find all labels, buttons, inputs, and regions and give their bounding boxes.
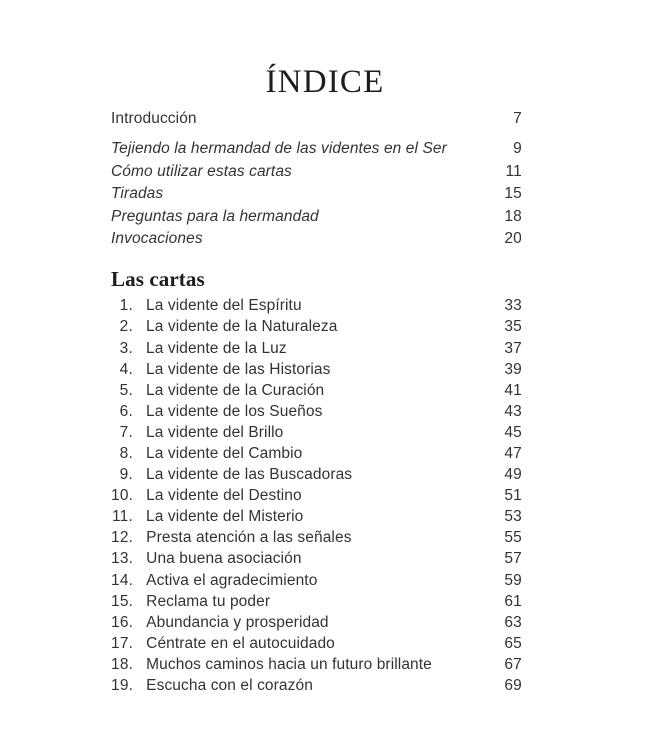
toc-card-entry-3[interactable] [111, 338, 522, 359]
toc-entry-label: Preguntas para la hermandad [111, 207, 319, 225]
toc-card-entry-7[interactable] [111, 422, 522, 443]
card-entry-number: 16. [111, 613, 134, 631]
card-entry-label: La vidente del Cambio [146, 445, 303, 462]
card-entry-page: 49 [504, 466, 522, 484]
card-entry-number: 14. [111, 571, 134, 589]
card-entry-label: La vidente de la Curación [146, 381, 325, 399]
toc-entry-page: 9 [513, 140, 522, 158]
card-entry-number: 10. [111, 487, 134, 505]
card-entry-label: La vidente de los Sueños [146, 402, 323, 420]
card-entry-page: 51 [504, 487, 522, 505]
card-entry-label: La vidente de la Luz [146, 339, 287, 357]
toc-entry-page: 15 [504, 185, 522, 203]
toc-card-entry-12[interactable] [111, 527, 522, 548]
card-entry-page: 65 [504, 634, 522, 652]
toc-card-entry-2[interactable] [111, 316, 522, 337]
toc-card-entry-19[interactable] [111, 675, 522, 696]
card-entry-number: 1. [119, 297, 133, 315]
card-entry-label: Reclama tu poder [146, 592, 271, 610]
card-entry-page: 53 [504, 508, 522, 526]
card-entry-page: 33 [504, 297, 522, 315]
toc-card-entry-18[interactable] [111, 654, 522, 675]
card-entry-label: Escucha con el corazón [146, 677, 313, 695]
toc-entry-introduccion[interactable] [111, 108, 522, 130]
card-entry-page: 67 [504, 655, 522, 673]
toc-card-entry-16[interactable] [111, 612, 522, 633]
toc-entry-preguntas[interactable] [111, 206, 522, 228]
card-entry-number: 15. [111, 592, 134, 610]
card-entry-label: La vidente del Destino [146, 487, 302, 505]
toc-entry-page: 11 [505, 162, 522, 180]
card-entry-number: 12. [111, 529, 134, 547]
card-entry-label: Una buena asociación [146, 550, 302, 568]
card-entry-page: 47 [504, 445, 522, 462]
toc-entry-tejiendo[interactable] [111, 138, 522, 160]
card-entry-label: La vidente del Espíritu [146, 297, 302, 315]
card-entry-number: 5. [119, 381, 133, 399]
toc-content [111, 108, 522, 696]
toc-card-entry-8[interactable] [111, 443, 522, 464]
toc-entry-page: 7 [513, 110, 522, 127]
toc-entry-page: 20 [504, 229, 522, 247]
card-entry-label: Presta atención a las señales [146, 529, 352, 547]
toc-card-entry-11[interactable] [111, 506, 522, 527]
card-entry-number: 4. [119, 360, 133, 378]
toc-card-entry-6[interactable] [111, 401, 522, 422]
card-entry-page: 35 [504, 318, 522, 336]
card-entry-page: 57 [504, 550, 522, 568]
toc-entry-label: Introducción [111, 110, 197, 127]
card-entry-label: Activa el agradecimiento [146, 571, 318, 589]
toc-entry-invocaciones[interactable] [111, 228, 522, 250]
card-entry-label: La vidente de las Historias [146, 360, 331, 378]
card-entry-number: 17. [111, 634, 134, 652]
toc-entry-label: Cómo utilizar estas cartas [111, 162, 292, 180]
card-entry-label: Abundancia y prosperidad [146, 613, 329, 631]
card-entry-label: La vidente del Misterio [146, 508, 304, 526]
card-entry-page: 63 [504, 613, 522, 631]
toc-card-entry-14[interactable] [111, 570, 522, 591]
card-entry-page: 45 [504, 423, 522, 441]
card-entry-page: 43 [504, 402, 522, 420]
toc-card-entry-17[interactable] [111, 633, 522, 654]
card-entry-label: La vidente del Brillo [146, 423, 284, 441]
card-entry-number: 6. [119, 402, 133, 420]
card-entry-page: 61 [504, 592, 522, 610]
card-entry-number: 9. [119, 466, 133, 484]
toc-card-entry-4[interactable] [111, 359, 522, 380]
toc-card-entry-5[interactable] [111, 380, 522, 401]
card-entry-number: 8. [119, 445, 133, 462]
toc-entry-page: 18 [504, 207, 522, 225]
front-matter-list [111, 108, 522, 250]
card-entry-number: 3. [119, 339, 133, 357]
card-entry-label: La vidente de la Naturaleza [146, 318, 338, 336]
page-title: ÍNDICE [265, 64, 385, 100]
toc-entry-como-utilizar[interactable] [111, 161, 522, 183]
card-entry-page: 39 [504, 360, 522, 378]
toc-card-entry-10[interactable] [111, 485, 522, 506]
toc-entry-label: Invocaciones [111, 229, 203, 247]
cards-entry-list [111, 295, 522, 696]
card-entry-page: 59 [504, 571, 522, 589]
toc-entry-label: Tejiendo la hermandad de las videntes en el Ser [111, 140, 447, 158]
card-entry-page: 69 [504, 677, 522, 695]
toc-entry-label: Tiradas [111, 185, 164, 203]
section-heading-las-cartas: Las cartas [111, 267, 205, 292]
card-entry-number: 11. [112, 508, 133, 526]
card-entry-label: Muchos caminos hacia un futuro brillante [146, 655, 432, 673]
card-entry-number: 19. [111, 677, 134, 695]
toc-card-entry-15[interactable] [111, 591, 522, 612]
card-entry-page: 41 [504, 381, 522, 399]
card-entry-number: 7. [119, 423, 133, 441]
card-entry-page: 37 [504, 339, 522, 357]
card-entry-number: 18. [111, 655, 134, 673]
toc-entry-tiradas[interactable] [111, 183, 522, 205]
toc-card-entry-9[interactable] [111, 464, 522, 485]
card-entry-number: 2. [119, 318, 133, 336]
card-entry-label: La vidente de las Buscadoras [146, 466, 353, 484]
card-entry-page: 55 [504, 529, 522, 547]
card-entry-number: 13. [111, 550, 134, 568]
toc-card-entry-1[interactable] [111, 295, 522, 316]
card-entry-label: Céntrate en el autocuidado [146, 634, 335, 652]
section-spacer [111, 130, 522, 138]
toc-card-entry-13[interactable] [111, 548, 522, 569]
